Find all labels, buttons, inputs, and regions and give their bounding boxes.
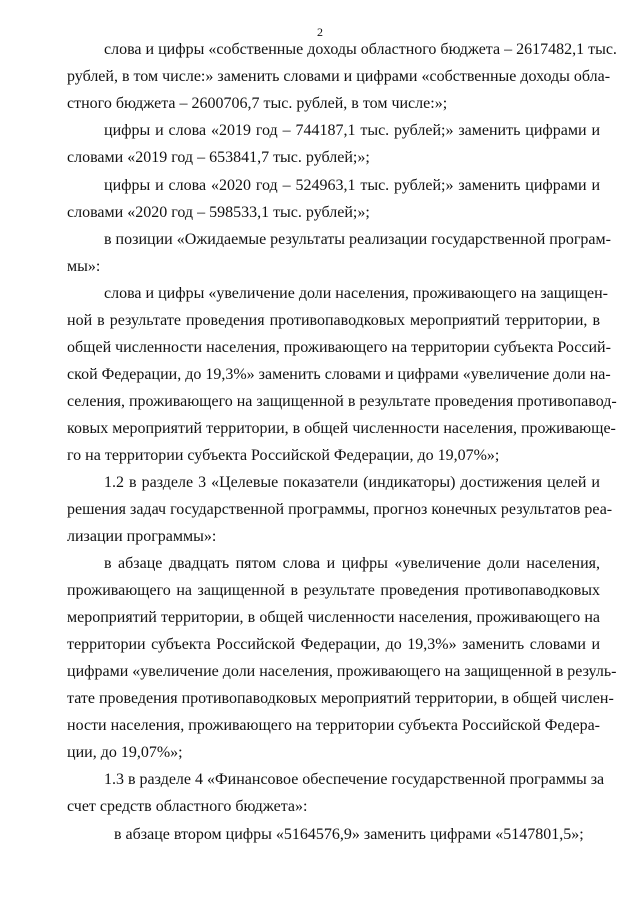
text-line: слова и цифры «увеличение доли населения, проживающего на защищен- bbox=[104, 285, 608, 302]
text-line: в позиции «Ожидаемые результаты реализации государственной програм- bbox=[104, 231, 611, 248]
text-line: цифры и слова «2019 год – 744187,1 тыс. рублей;» заменить цифрами и bbox=[104, 122, 600, 139]
text-line: ной в результате проведения противопаводковых мероприятий территории, в bbox=[67, 312, 600, 329]
text-line: цифры и слова «2020 год – 524963,1 тыс. рублей;» заменить цифрами и bbox=[104, 177, 600, 194]
text-line: ской Федерации, до 19,3%» заменить словами и цифрами «увеличение доли на- bbox=[67, 366, 611, 383]
text-line: ковых мероприятий территории, в общей численности населения, проживающе- bbox=[67, 420, 616, 437]
text-line: тате проведения противопаводковых мероприятий территории, в общей числен- bbox=[67, 690, 614, 707]
text-line: счет средств областного бюджета»: bbox=[67, 798, 308, 815]
text-line: проживающего на защищенной в результате проведения противопаводковых bbox=[67, 582, 600, 599]
page-number: 2 bbox=[317, 25, 323, 39]
text-line: мероприятий территории, в общей численности населения, проживающего на bbox=[67, 609, 600, 626]
text-line: словами «2019 год – 653841,7 тыс. рублей;»; bbox=[67, 149, 370, 166]
text-line: стного бюджета – 2600706,7 тыс. рублей, в том числе:»; bbox=[67, 95, 448, 112]
text-line: 1.3 в разделе 4 «Финансовое обеспечение государственной программы за bbox=[104, 771, 605, 788]
text-line: в абзаце втором цифры «5164576,9» заменить цифрами «5147801,5»; bbox=[114, 826, 584, 843]
text-line: слова и цифры «собственные доходы областного бюджета – 2617482,1 тыс. bbox=[104, 41, 617, 58]
text-line: го на территории субъекта Российской Федерации, до 19,07%»; bbox=[67, 447, 500, 464]
text-line: ности населения, проживающего на территории субъекта Российской Федера- bbox=[67, 717, 600, 734]
text-line: территории субъекта Российской Федерации, до 19,3%» заменить словами и bbox=[67, 636, 600, 653]
text-line: мы»: bbox=[67, 258, 101, 275]
text-line: 1.2 в разделе 3 «Целевые показатели (индикаторы) достижения целей и bbox=[104, 474, 600, 491]
text-line: общей численности населения, проживающего на территории субъекта Россий- bbox=[67, 339, 611, 356]
text-line: лизации программы»: bbox=[67, 528, 217, 545]
text-line: словами «2020 год – 598533,1 тыс. рублей;»; bbox=[67, 204, 370, 221]
text-line: решения задач государственной программы, прогноз конечных результатов реа- bbox=[67, 501, 613, 518]
text-line: ции, до 19,07%»; bbox=[67, 744, 183, 761]
text-line: селения, проживающего на защищенной в результате проведения противопавод- bbox=[67, 393, 617, 410]
text-line: цифрами «увеличение доли населения, проживающего на защищенной в резуль- bbox=[67, 663, 617, 680]
text-line: рублей, в том числе:» заменить словами и цифрами «собственные доходы обла- bbox=[67, 68, 611, 85]
text-line: в абзаце двадцать пятом слова и цифры «увеличение доли населения, bbox=[104, 555, 600, 572]
